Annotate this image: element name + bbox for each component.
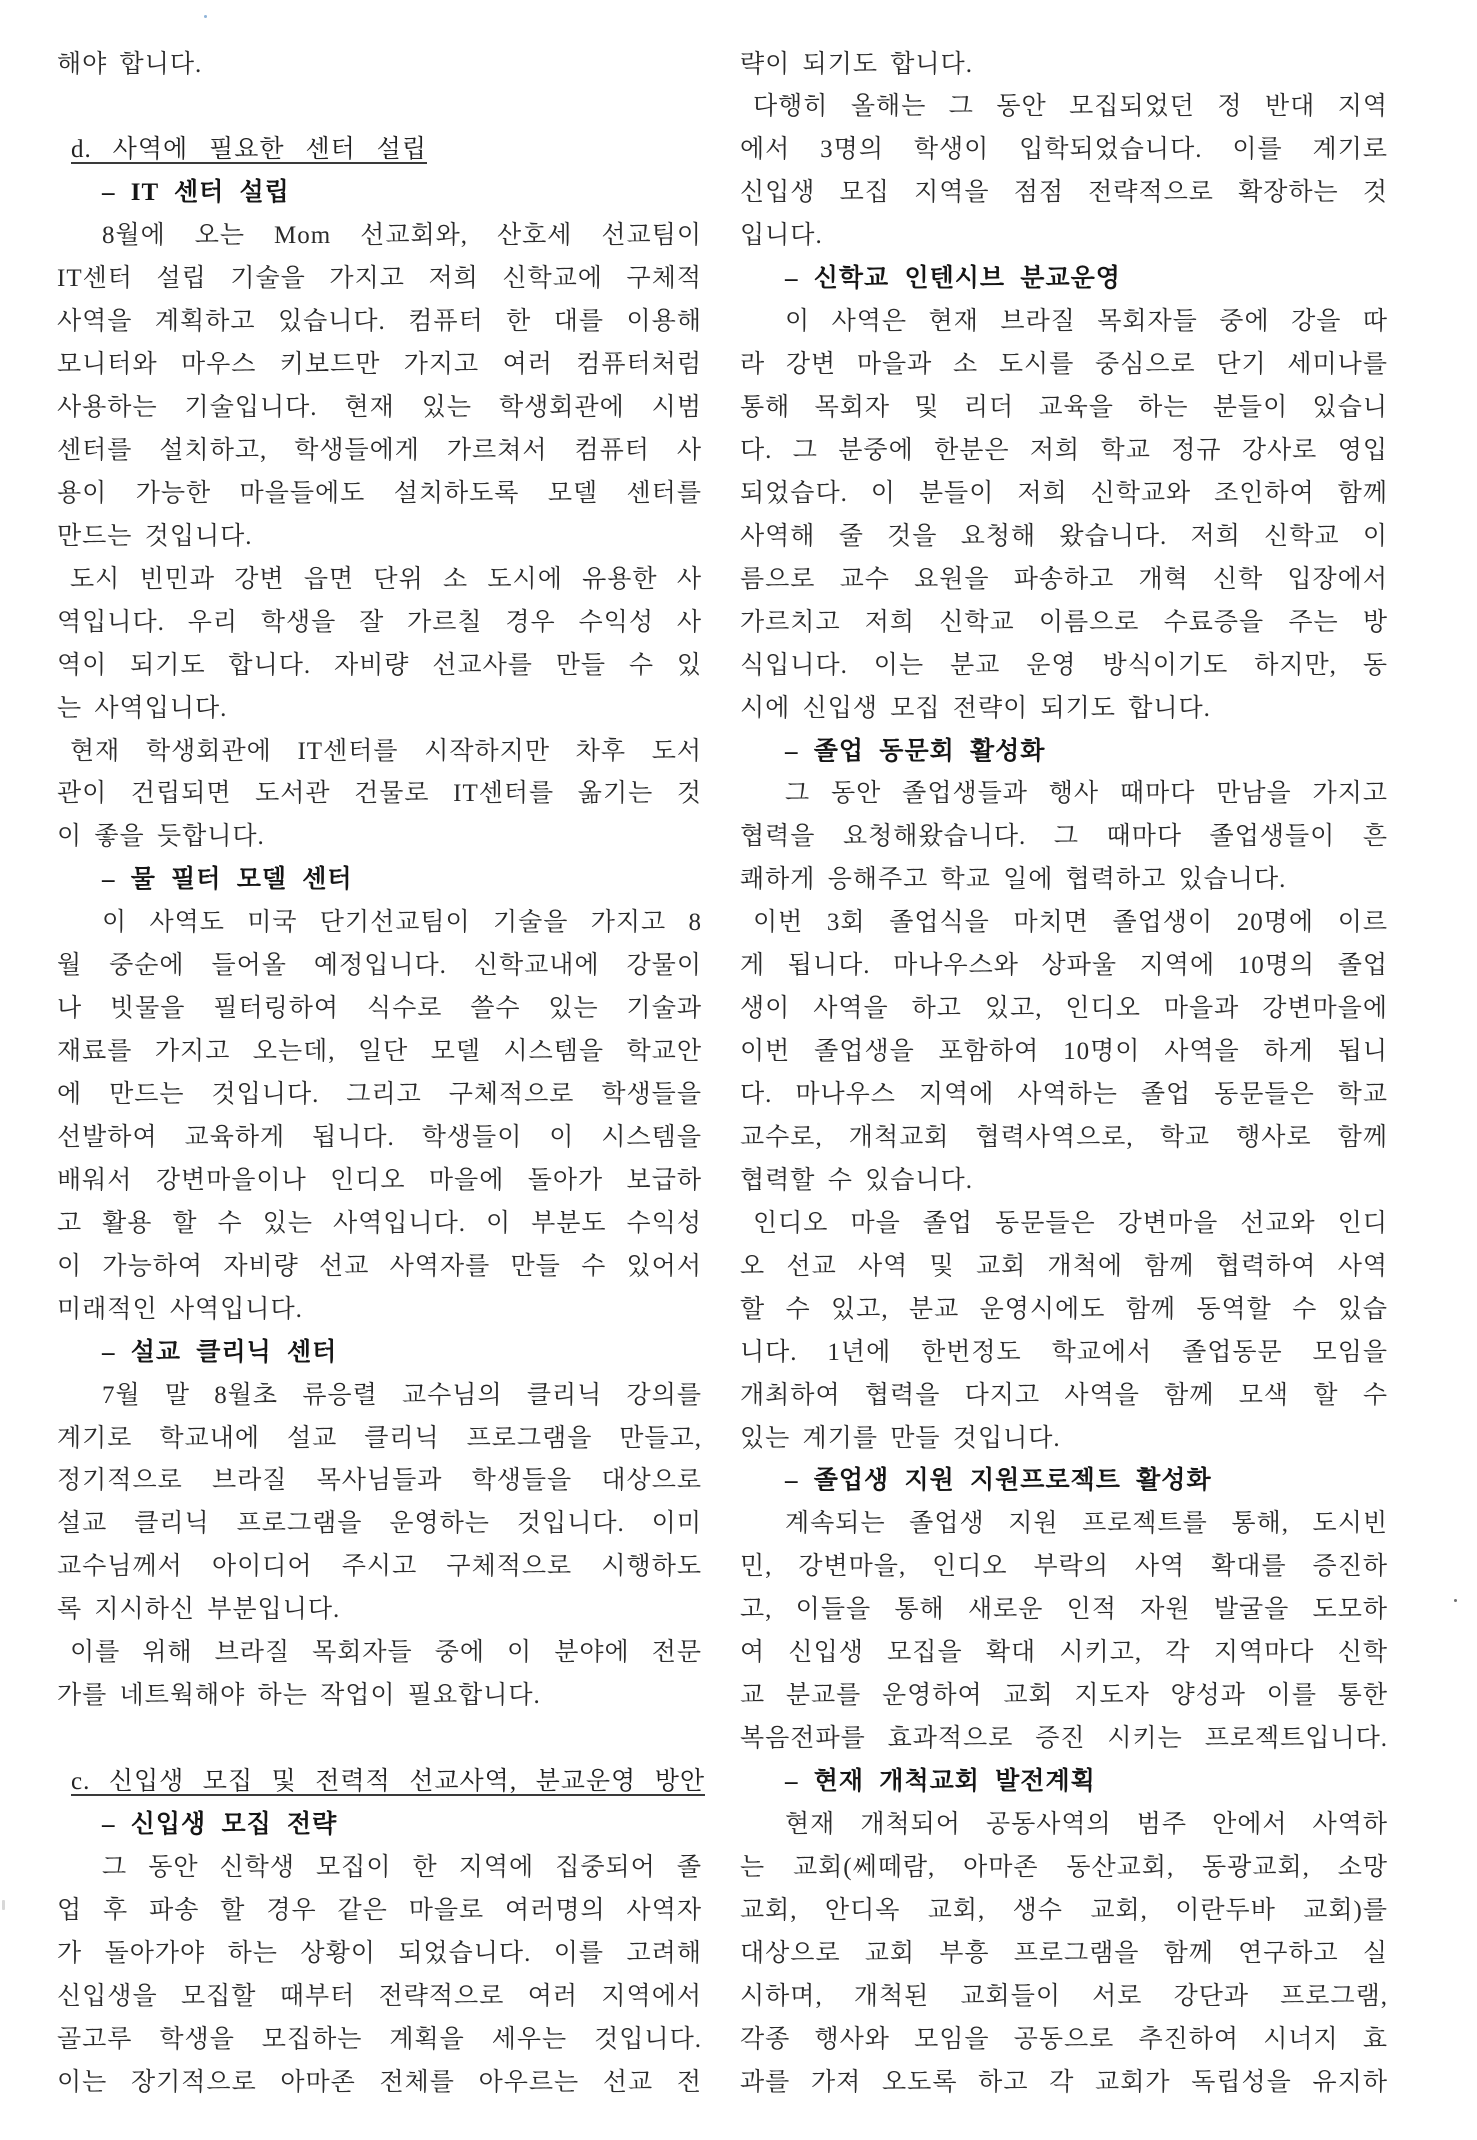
text-line: 교수로, 개척교회 협력사역으로, 학교 행사로 함께 <box>740 1123 1388 1151</box>
text-line: 에 만드는 것입니다. 그리고 구체적으로 학생들을 <box>57 1081 702 1108</box>
text-line: 다. 그 분중에 한분은 저희 학교 정규 강사로 영입 <box>740 436 1388 464</box>
paragraph-indio-alumni <box>740 1203 1388 1461</box>
text-line: IT센터 설립 기술을 가지고 저희 신학교에 구체적 <box>57 265 702 293</box>
paragraph-graduate-support <box>740 1503 1388 1761</box>
text-line: 업 후 파송 할 경우 같은 마을로 여러명의 사역자 <box>57 1896 702 1924</box>
text-line: 용이 가능한 마을들에도 설치하도록 모델 센터를 <box>57 479 702 507</box>
text-line: 관이 건립되면 도서관 건물로 IT센터를 옮기는 것 <box>57 780 702 808</box>
text-line: 이 가능하여 자비량 선교 사역자를 만들 수 있어서 <box>57 1252 702 1280</box>
section-heading-d <box>57 129 702 172</box>
continued-paragraph <box>57 44 702 87</box>
text-line: 설교 클리닉 프로그램을 운영하는 것입니다. 이미 <box>57 1510 702 1538</box>
paragraph-new-region <box>740 86 1388 258</box>
text-line: 이 사역도 미국 단기선교팀이 기술을 가지고 8 <box>102 909 702 937</box>
text-line: 이번 3회 졸업식을 마치면 졸업생이 20명에 이르 <box>753 909 1388 937</box>
paragraph-networking <box>57 1632 702 1718</box>
text-line: 인디오 마을 졸업 동문들은 강변마을 선교와 인디 <box>753 1209 1388 1237</box>
blank-line <box>57 86 702 129</box>
subheading-alumni-association: – 졸업 동문회 활성화 <box>785 737 1046 765</box>
subheading-graduate-support: – 졸업생 지원 지원프로젝트 활성화 <box>785 1467 1212 1495</box>
text-line: 입니다. <box>740 222 823 250</box>
subheading-recruitment-strategy: – 신입생 모집 전략 <box>102 1810 338 1838</box>
text-line: 고 활용 할 수 있는 사역입니다. 이 부분도 수익성 <box>57 1209 702 1237</box>
text-line: 7월 말 8월초 류응렬 교수님의 클리닉 강의를 <box>102 1381 702 1409</box>
text-line: 현재 학생회관에 IT센터를 시작하지만 차후 도서 <box>70 737 702 765</box>
text-line: 이를 위해 브라질 목회자들 중에 이 분야에 전문 <box>70 1639 702 1667</box>
text-line: 통해 목회자 및 리더 교육을 하는 분들이 있습니 <box>740 394 1388 421</box>
text-line: 8월에 오는 Mom 선교회와, 산호세 선교팀이 <box>102 222 702 250</box>
text-line: 사역해 줄 것을 요청해 왔습니다. 저희 신학교 이 <box>740 522 1388 550</box>
text-line: 만드는 것입니다. <box>57 522 253 550</box>
text-line: 여 신입생 모집을 확대 시키고, 각 지역마다 신학 <box>740 1639 1388 1667</box>
paragraph-intensive-branch <box>740 301 1388 730</box>
text-line: 계기로 학교내에 설교 클리닉 프로그램을 만들고, <box>57 1424 702 1452</box>
text-line: 미래적인 사역입니다. <box>57 1295 303 1323</box>
text-line: 개최하여 협력을 다지고 사역을 함께 모색 할 수 <box>740 1381 1388 1409</box>
text-line: 할 수 있고, 분교 운영시에도 함께 동역할 수 있습 <box>740 1295 1388 1323</box>
text-line: 교회, 안디옥 교회, 생수 교회, 이란두바 교회)를 <box>740 1896 1388 1924</box>
text-line: 게 됩니다. 마나우스와 상파울 지역에 10명의 졸업 <box>740 952 1388 980</box>
text-line: 역이 되기도 합니다. 자비량 선교사를 만들 수 있 <box>57 651 702 679</box>
paragraph-water-filter <box>57 902 702 1331</box>
text-line: 라 강변 마을과 소 도시를 중심으로 단기 세미나를 <box>740 351 1388 379</box>
text-line: 협력을 요청해왔습니다. 그 때마다 졸업생들이 흔 <box>740 823 1388 851</box>
paragraph-alumni-cooperation <box>740 773 1388 902</box>
text-line: 가르치고 저희 신학교 이름으로 수료증을 주는 방 <box>740 608 1388 636</box>
text-line: 계속되는 졸업생 지원 프로젝트를 통해, 도시빈 <box>785 1510 1388 1538</box>
paragraph-urban-usefulness <box>57 559 702 731</box>
paragraph-preaching-clinic <box>57 1375 702 1633</box>
text-line: 대상으로 교회 부흥 프로그램을 함께 연구하고 실 <box>740 1939 1388 1967</box>
paragraph-library-move <box>57 731 702 860</box>
scan-artifact-dot <box>1454 1599 1457 1602</box>
text-line: 각종 행사와 모임을 공동으로 추진하여 시너지 효 <box>740 2025 1388 2053</box>
text-line: 이는 장기적으로 아마존 전체를 아우르는 선교 전 <box>57 2068 702 2096</box>
text-line: 략이 되기도 합니다. <box>740 50 973 78</box>
section-heading-text: c. 신입생 모집 및 전력적 선교사역, 분교운영 방안 <box>71 1768 705 1795</box>
text-line: 다. 마나우스 지역에 사역하는 졸업 동문들은 학교 <box>740 1081 1388 1108</box>
text-line: 도시 빈민과 강변 읍면 단위 소 도시에 유용한 사 <box>70 565 702 593</box>
subheading-intensive-branch: – 신학교 인텐시브 분교운영 <box>785 265 1121 293</box>
text-line: 있는 계기를 만들 것입니다. <box>740 1424 1061 1452</box>
right-column <box>740 44 1388 2105</box>
continued-paragraph <box>740 44 1388 87</box>
text-line: 월 중순에 들어올 예정입니다. 신학교내에 강물이 <box>57 952 702 980</box>
text-line: 민, 강변마을, 인디오 부락의 사역 확대를 증진하 <box>740 1553 1388 1581</box>
text-line: 니다. 1년에 한번정도 학교에서 졸업동문 모임을 <box>740 1338 1388 1366</box>
text-line: 교 분교를 운영하여 교회 지도자 양성과 이를 통한 <box>740 1682 1388 1710</box>
text-line: 이 사역은 현재 브라질 목회자들 중에 강을 따 <box>785 308 1388 336</box>
paragraph-graduates-count <box>740 902 1388 1203</box>
text-line: 과를 가져 오도록 하고 각 교회가 독립성을 유지하 <box>740 2068 1388 2096</box>
text-line: 역입니다. 우리 학생을 잘 가르칠 경우 수익성 사 <box>57 608 702 636</box>
section-heading-c <box>57 1761 705 1804</box>
blank-line <box>57 1718 702 1761</box>
text-line: 오 선교 사역 및 교회 개척에 함께 협력하여 사역 <box>740 1252 1388 1280</box>
subheading-it-center: – IT 센터 설립 <box>102 179 290 207</box>
subheading-water-filter: – 물 필터 모델 센터 <box>102 866 353 894</box>
scan-artifact-mark <box>2 1900 5 1910</box>
text-line: 사역을 계획하고 있습니다. 컴퓨터 한 대를 이용해 <box>57 308 702 336</box>
subheading-church-plant-plan: – 현재 개척교회 발전계획 <box>785 1768 1096 1795</box>
text-line: 센터를 설치하고, 학생들에게 가르쳐서 컴퓨터 사 <box>57 436 702 464</box>
text-line: 교수님께서 아이디어 주시고 구체적으로 시행하도 <box>57 1553 702 1581</box>
text-line: 해야 합니다. <box>57 50 203 78</box>
text-line: 는 교회(쎄떼람, 아마존 동산교회, 동광교회, 소망 <box>740 1853 1388 1881</box>
text-line: 골고루 학생을 모집하는 계획을 세우는 것입니다. <box>57 2025 702 2053</box>
text-line: 배워서 강변마을이나 인디오 마을에 돌아가 보급하 <box>57 1166 702 1194</box>
text-line: 재료를 가지고 오는데, 일단 모델 시스템을 학교안 <box>57 1038 702 1066</box>
text-line: 복음전파를 효과적으로 증진 시키는 프로젝트입니다. <box>740 1725 1388 1753</box>
text-line: 록 지시하신 부분입니다. <box>57 1596 341 1624</box>
text-line: 사용하는 기술입니다. 현재 있는 학생회관에 시범 <box>57 394 702 421</box>
text-line: 그 동안 신학생 모집이 한 지역에 집중되어 졸 <box>102 1853 702 1881</box>
text-line: 선발하여 교육하게 됩니다. 학생들이 이 시스템을 <box>57 1123 702 1151</box>
text-line: 다행히 올해는 그 동안 모집되었던 정 반대 지역 <box>753 93 1388 121</box>
paragraph-recruitment-strategy <box>57 1847 702 2105</box>
text-line: 고, 이들을 통해 새로운 인적 자원 발굴을 도모하 <box>740 1596 1388 1624</box>
text-line: 가 돌아가야 하는 상황이 되었습니다. 이를 고려해 <box>57 1939 702 1967</box>
text-line: 식입니다. 이는 분교 운영 방식이기도 하지만, 동 <box>740 651 1388 679</box>
text-line: 는 사역입니다. <box>57 694 228 722</box>
text-line: 시에 신입생 모집 전략이 되기도 합니다. <box>740 694 1211 722</box>
text-line: 협력할 수 있습니다. <box>740 1166 973 1194</box>
text-line: 에서 3명의 학생이 입학되었습니다. 이를 계기로 <box>740 136 1388 164</box>
subheading-preaching-clinic: – 설교 클리닉 센터 <box>102 1338 338 1366</box>
paragraph-church-plant-plan <box>740 1804 1388 2105</box>
text-line: 쾌하게 응해주고 학교 일에 협력하고 있습니다. <box>740 866 1287 894</box>
text-line: 되었습다. 이 분들이 저희 신학교와 조인하여 함께 <box>740 479 1388 507</box>
text-line: 모니터와 마우스 키보드만 가지고 여러 컴퓨터처럼 <box>57 351 702 379</box>
text-line: 나 빗물을 필터링하여 식수로 쓸수 있는 기술과 <box>57 995 702 1023</box>
text-line: 현재 개척되어 공동사역의 범주 안에서 사역하 <box>785 1810 1388 1838</box>
text-line: 이 좋을 듯합니다. <box>57 823 265 851</box>
text-line: 정기적으로 브라질 목사님들과 학생들을 대상으로 <box>57 1467 702 1495</box>
text-line: 신입생을 모집할 때부터 전략적으로 여러 지역에서 <box>57 1982 702 2010</box>
text-line: 시하며, 개척된 교회들이 서로 강단과 프로그램, <box>740 1982 1388 2010</box>
text-line: 신입생 모집 지역을 점점 전략적으로 확장하는 것 <box>740 179 1388 207</box>
left-column <box>57 44 705 2105</box>
text-line: 름으로 교수 요원을 파송하고 개혁 신학 입장에서 <box>740 565 1388 593</box>
section-heading-text: d. 사역에 필요한 센터 설립 <box>71 136 427 164</box>
text-line: 그 동안 졸업생들과 행사 때마다 만남을 가지고 <box>785 780 1388 808</box>
paragraph-it-center <box>57 215 702 559</box>
text-line: 이번 졸업생을 포함하여 10명이 사역을 하게 됩니 <box>740 1038 1388 1066</box>
scan-artifact-dot <box>204 15 207 18</box>
text-line: 가를 네트웍해야 하는 작업이 필요합니다. <box>57 1682 541 1710</box>
text-line: 생이 사역을 하고 있고, 인디오 마을과 강변마을에 <box>740 995 1388 1023</box>
